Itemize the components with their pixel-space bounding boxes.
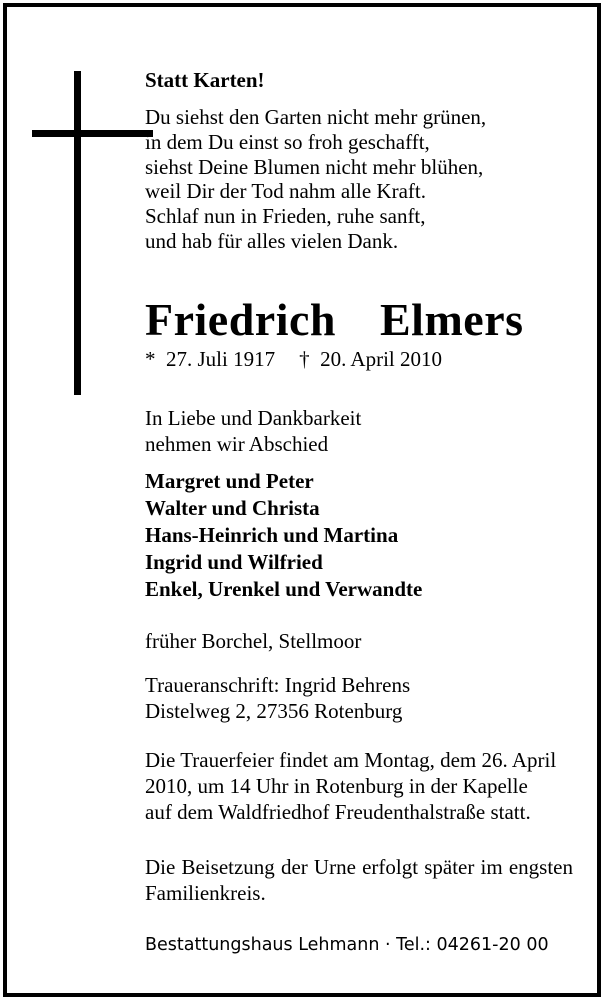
service-line: 2010, um 14 Uhr in Rotenburg in der Kapelle xyxy=(145,774,528,798)
death-date: † 20. April 2010 xyxy=(299,347,443,371)
address-line: Traueranschrift: Ingrid Behrens xyxy=(145,673,411,697)
cross-icon-bar xyxy=(32,130,153,137)
poem xyxy=(145,105,486,254)
deceased-name xyxy=(145,293,524,347)
life-dates xyxy=(145,346,442,372)
funeral-home-contact: Bestattungshaus Lehmann · Tel.: 04261-20 00 xyxy=(145,935,549,955)
address-line: Distelweg 2, 27356 Rotenburg xyxy=(145,699,403,723)
cross-icon xyxy=(74,71,81,395)
poem-line: und hab für alles vielen Dank. xyxy=(145,228,399,253)
mourner-entry: Walter und Christa xyxy=(145,496,320,520)
intro-heading: Statt Karten! xyxy=(145,68,265,92)
service-line: auf dem Waldfriedhof Freudenthalstraße statt. xyxy=(145,800,531,824)
burial-info: Die Beisetzung der Urne erfolgt später im engsten Familienkreis. xyxy=(145,855,573,905)
mourning-address xyxy=(145,672,410,724)
deceased-name-text: Friedrich Elmers xyxy=(145,294,524,345)
farewell-line: nehmen wir Abschied xyxy=(145,432,329,456)
funeral-service-info xyxy=(145,747,573,825)
poem-line: siehst Deine Blumen nicht mehr blühen, xyxy=(145,154,484,179)
poem-line: Du siehst den Garten nicht mehr grünen, xyxy=(145,105,487,129)
poem-line: Schlaf nun in Frieden, ruhe sanft, xyxy=(145,204,426,229)
mourner-entry: Hans-Heinrich und Martina xyxy=(145,523,399,547)
poem-line: weil Dir der Tod nahm alle Kraft. xyxy=(145,179,426,204)
farewell-text xyxy=(145,405,361,457)
former-residence: früher Borchel, Stellmoor xyxy=(145,629,362,653)
obituary-notice xyxy=(3,3,601,997)
mourner-entry: Margret und Peter xyxy=(145,469,314,493)
mourner-entry: Ingrid und Wilfried xyxy=(145,550,323,574)
poem-line: in dem Du einst so froh geschafft, xyxy=(145,129,430,154)
service-line: Die Trauerfeier findet am Montag, dem 26. April xyxy=(145,748,557,772)
farewell-line: In Liebe und Dankbarkeit xyxy=(145,406,362,430)
mourner-entry: Enkel, Urenkel und Verwandte xyxy=(145,577,423,601)
birth-date: * 27. Juli 1917 xyxy=(145,347,276,371)
mourners-list xyxy=(145,468,422,603)
